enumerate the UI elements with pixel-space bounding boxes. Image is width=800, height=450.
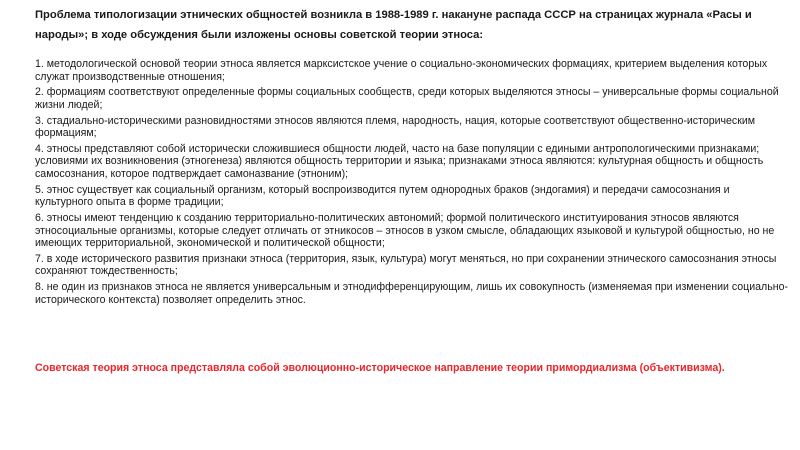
theory-point-1: 1. методологической основой теории этноса является марксистское учение о социально-экономических формациях, критерием выделения которых служат производственные отношения; <box>35 58 768 83</box>
theory-point-2: 2. формациям соответствуют определенные формы социальных сообществ, среди которых выделяются этносы – универсальные формы социальной жизни людей; <box>35 86 779 111</box>
theory-point-3: 3. стадиально-историческими разновидностями этносов являются племя, народность, нация, которые соответствуют общественно-историческим формациям; <box>35 114 756 140</box>
theory-point-8: 8. не один из признаков этноса не является универсальным и этнодифференцирующим, лишь их совокупность (изменяемая при изменении социально-исторического контекста) позволяет определить этнос. <box>35 281 789 306</box>
theory-point-5: 5. этнос существует как социальный организм, который воспроизводится путем однородных браков (эндогамия) и передачи самосознания и культурного опыта в форме традиции; <box>35 183 730 209</box>
conclusion-statement: Советская теория этноса представляла собой эволюционно-историческое направление теории примордиализма (объективизма). <box>35 362 725 374</box>
theory-point-7: 7. в ходе исторического развития признаки этноса (территория, язык, культура) могут меняться, но при сохранении этнического самосознания этносы сохраняют тождественность; <box>35 252 777 278</box>
theory-point-4: 4. этносы представляют собой исторически сложившиеся общности людей, часто на базе популяции с едиными антропологическими признаками; условиями их возникновения (этногенеза) являются общность территории и языка; признаками этноса являются: культурная общность и общность самосознания, которое подтверждает самоназвание (этноним); <box>35 142 764 181</box>
theory-points-list <box>35 58 790 309</box>
theory-point-6: 6. этносы имеют тенденцию к созданию территориально-политических автономий; формой политического институирования этносов являются этносоциальные организмы, которые следует отличать от этникосов – этносов в узком смысле, обладающих языковой и культурой общностью, но не имеющих территориальной, экономической и политической общности; <box>35 212 775 250</box>
slide-heading: Проблема типологизации этнических общностей возникла в 1988-1989 г. накануне распада СССР на страницах журнала «Расы и народы»; в ходе обсуждения были изложены основы советской теории этноса: <box>35 9 752 41</box>
